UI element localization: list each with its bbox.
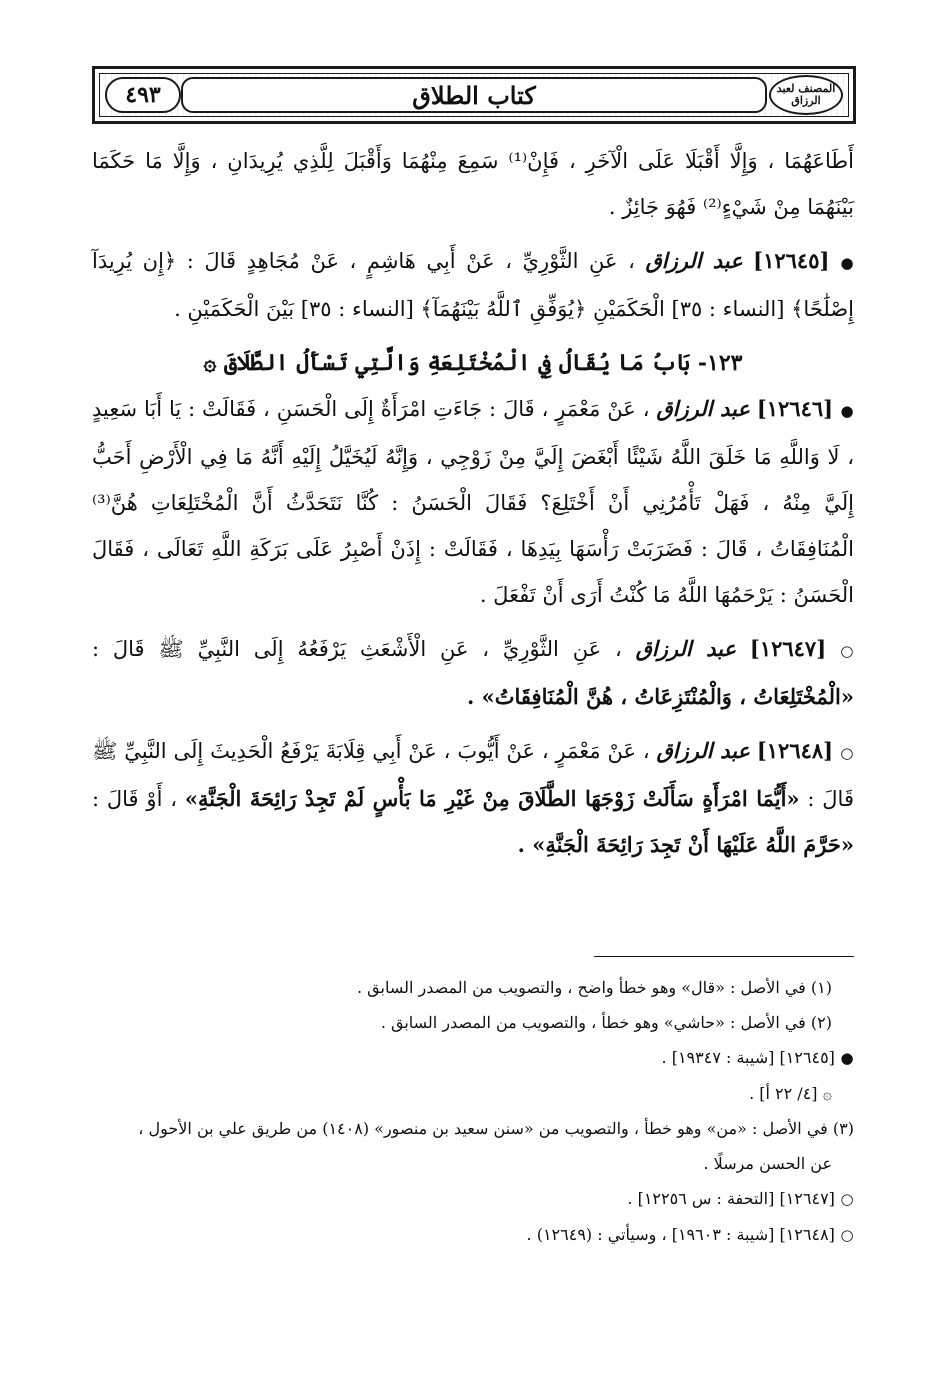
hadith-number: [١٢٦٤٦]	[756, 396, 834, 421]
book-emblem-icon	[769, 75, 843, 115]
reference-12645	[92, 1040, 854, 1076]
hadith-text: ، عَنْ مَعْمَرٍ ، عَنْ أَيُّوبَ ، عَنْ أَبِي قِلَابَةَ يَرْفَعُ الْحَدِيثَ إِلَى النَّبِيِّ ﷺ قَالَ :	[92, 739, 854, 811]
filled-bullet-icon	[840, 240, 854, 286]
filled-bullet-icon	[840, 388, 854, 434]
continued-paragraph	[92, 138, 854, 230]
continued-line-1: أَطَاعَهُمَا ، وَإِلَّا أَقْبَلَا عَلَى الْآخَرِ ، فَإِنْ⁽¹⁾ سَمِعَ مِنْهُمَا وَأَقْبَلَ لِلَّذِي يُرِيدَانِ ، وَإِلَّا	[172, 149, 854, 173]
hadith-12648	[92, 728, 854, 868]
chapter-heading: ١٢٣- بَابُ مَا يُقَالُ فِي الْمُخْتَلِعَةِ وَالَّتِي تَسْأَلُ الطَّلَاقَ ۞	[203, 350, 743, 376]
hadith-12647	[92, 626, 854, 720]
reference-text: [١٢٦٤٧] [التحفة : س ١٢٢٥٦] .	[627, 1189, 835, 1208]
continued-line-2: مَا حَكَمَا بَيْنَهُمَا مِنْ شَيْءٍ⁽²⁾ فَهُوَ جَائِزٌ .	[92, 149, 854, 219]
hadith-text: ، عَنْ مَعْمَرٍ ، قَالَ : جَاءَتِ امْرَأَةٌ إِلَى الْحَسَنِ ، فَقَالَتْ : يَا أَبَا سَعِيدٍ ، لَا وَاللَّهِ مَا خَلَقَ اللَّهُ شَيْئًا أَبْغَضَ إِلَيَّ مِنْ زَوْجِي ، وَإِنَّهُ لَيُخَيَّلُ إِلَيْهِ أَنَّهُ مَا فِي الْأَرْضِ أَحَبُّ إِلَيَّ مِنْهُ ، فَهَلْ تَأْمُرُنِي أَنْ أَخْتَلِعَ؟ فَقَالَ الْحَسَنُ : كُنَّا نَتَحَدَّثُ أَنَّ الْمُخْتَلِعَاتِ هُنَّ⁽³⁾ الْمُنَافِقَاتُ ، قَالَ : فَضَرَبَتْ رَأْسَهَا بِيَدِهَا ، فَقَالَتْ : إِذَنْ أَصْبِرُ عَلَى بَرَكَةِ اللَّهِ تَعَالَى ، فَقَالَ الْحَسَنُ : يَرْحَمُهَا اللَّهُ مَا كُنْتُ أَرَى أَنْ تَفْعَلَ .	[92, 397, 854, 607]
reference-text: [١٢٦٤٥] [شيبة : ١٩٣٤٧] .	[661, 1048, 835, 1067]
hadith-quote: «الْمُخْتَلِعَاتُ ، وَالْمُنْتَزِعَاتُ ، هُنَّ الْمُنَافِقَاتُ» .	[467, 684, 854, 709]
hadith-quote: «حَرَّمَ اللَّهُ عَلَيْهَا أَنْ تَجِدَ رَائِحَةَ الْجَنَّةِ» .	[517, 832, 854, 857]
open-bullet-icon	[840, 1218, 854, 1253]
hadith-text: ، عَنِ الثَّوْرِيِّ ، عَنِ الْأَشْعَثِ يَرْفَعُهُ إِلَى النَّبِيِّ ﷺ قَالَ :	[92, 637, 622, 661]
hadith-connector: ، أَوْ قَالَ :	[92, 787, 178, 811]
hadith-text: ، عَنِ الثَّوْرِيِّ ، عَنْ أَبِي هَاشِمٍ ، عَنْ مُجَاهِدٍ قَالَ : ﴿إِن يُرِيدَآ إِصْلَٰحًا﴾ [النساء : ٣٥] الْحَكَمَيْنِ ﴿يُوَفِّقِ ٱللَّهُ بَيْنَهُمَآ﴾ [النساء : ٣٥] بَيْنَ الْحَكَمَيْنِ .	[92, 249, 854, 321]
open-bullet-icon	[840, 1182, 854, 1217]
hadith-12645	[92, 238, 854, 332]
footnote-3-line-2: عن الحسن مرسلًا .	[703, 1154, 832, 1173]
hadith-source: عبد الرزاق	[635, 636, 737, 661]
footnote-2: (٢) في الأصل : «حاشي» وهو خطأ ، والتصويب من المصدر السابق .	[380, 1013, 832, 1032]
footnote-3-line-1: (٣) في الأصل : «من» وهو خطأ ، والتصويب من «سنن سعيد بن منصور» (١٤٠٨) من طريق علي بن الأحول ،	[138, 1119, 854, 1138]
hadith-number: [١٢٦٤٥]	[753, 248, 830, 273]
open-bullet-icon	[840, 730, 854, 776]
hadith-quote: «أَيُّمَا امْرَأَةٍ سَأَلَتْ زَوْجَهَا الطَّلَاقَ مِنْ غَيْرِ مَا بَأْسٍ لَمْ تَجِدْ رَائِحَةَ الْجَنَّةِ»	[184, 786, 800, 811]
open-bullet-icon	[840, 628, 854, 674]
page-header	[92, 66, 856, 124]
footnote-3	[92, 1111, 854, 1146]
hadith-source: عبد الرزاق	[656, 738, 750, 763]
running-title: كتاب الطلاق	[412, 80, 536, 110]
page-number-frame	[105, 77, 181, 113]
emblem-text: المصنف لعبد الرزاق	[776, 81, 836, 107]
footnotes	[92, 970, 854, 1253]
hadith-number: [١٢٦٤٨]	[756, 738, 834, 763]
filled-bullet-icon	[840, 1041, 854, 1076]
footnote-1: (١) في الأصل : «قال» وهو خطأ واضح ، والتصويب من المصدر السابق .	[357, 978, 832, 997]
reference-12647	[92, 1181, 854, 1217]
main-text	[92, 138, 854, 876]
reference-chapter: ۞ [٤/ ٢٢ أ] .	[749, 1084, 832, 1103]
footnote-divider	[594, 956, 854, 957]
hadith-12646	[92, 386, 854, 618]
page-number: ٤٩٣	[125, 82, 161, 108]
hadith-source: عبد الرزاق	[656, 396, 750, 421]
hadith-source: عبد الرزاق	[645, 248, 743, 273]
running-title-frame	[181, 77, 767, 113]
hadith-number: [١٢٦٤٧]	[749, 636, 827, 661]
reference-12648	[92, 1217, 854, 1253]
reference-text: [١٢٦٤٨] [شيبة : ١٩٦٠٣] ، وسيأتي : (١٢٦٤٩) .	[526, 1225, 835, 1244]
